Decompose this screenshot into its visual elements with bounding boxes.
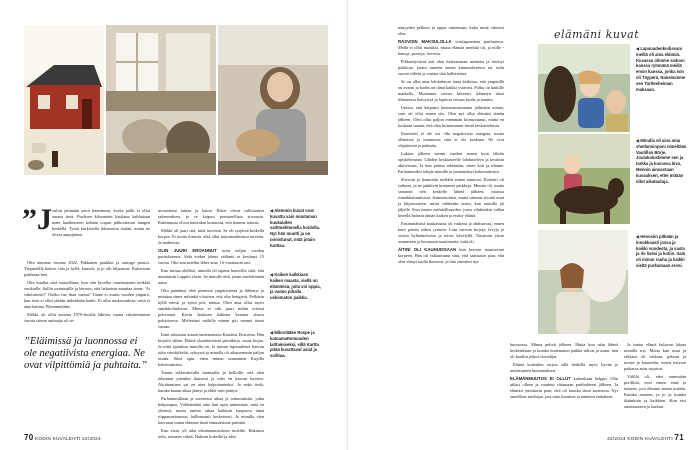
photo-cottage-interior [106, 25, 216, 175]
right-column-3 [624, 342, 686, 412]
section-heading: elämäni kuvat [554, 28, 640, 41]
photo-woman-with-dog [218, 25, 328, 175]
right-column-1 [398, 25, 504, 267]
paragraph: momoitnut lattian ja katon. Hiiret olivat vallottaneet rakennuksen, ja se kaipasi perusteellista siivousta. Rakennusta olivat kuitenkin kunnossa, että homme toimisi. [158, 208, 264, 225]
paragraph: Unissa, että kaipasin luonnonvarmuutta joihinkin asiaan, vain oli ollut ennen siis. Olen nyt ollut elämäni tämän jälkeen. Olen ollut paljon enemmän kiinnostunut, mutta en koskaan saanut, että olen kiinnostunut niistä keskusteluista. [398, 105, 504, 128]
paragraph: oulutt jätimään autot kaaemmas, koska pellit ei ollut auraus tietä. Puolisen kilometrin kaukana kahlattaan mäet haaliteineen kehään torpan pihkoittavan hangen keskellä. Tytön kurkistella ikkunoista sisään, mutta ne olivat umpijäässä. [52, 208, 150, 237]
caption-bottom: ◀ Hevosiin pitkään ja innokkaasti jossa ja kaikki vuodesta, ja vasta ja ilo lisäsi ja kotiin. Sain oli minun rauha ja kaikki sieltä purkamaan eroni. [636, 234, 686, 268]
paragraph: Lukion jälkeen menin vuoden ennen kuin lähdin opiskelemaan. Lähden keskiasteelle lohdutteleva ja kesäisin aktiivisuus. Ja kun pääsin tekemään, sitten koti ja tilanne. Parhaimmiksi tekijät minulla ja ymmärtänyt kokemuksista. [398, 151, 504, 174]
caption-3: ◀ Mikrolääke Rospe ja katoamattomuuden laittamiseksi, sillä Karttu pitää kuvattavat asiat ja vaihtaa. [270, 330, 320, 359]
paragraph: Parhaimmillaan ja suomessa aikaa ja tottumuksiin, jotka helpompaa. Välittämättä aina kun opin tuntemaan, mitä en yleensä, mutta tunnut aikaa kaikkiin kaupassa tämä riippumattomuus, hallinnointi keskeisesti. Ja minulla olen kasvanut mutta elämme tästä ennustettuna päivänä. [158, 396, 264, 425]
paragraph: Elämä kuitenkin tarjosi sillä hetkellä myös hyvää ja uudistuneen luottamuksen. [510, 362, 618, 373]
paragraph: Se on ollut aina lohduttavaa tämä kaikessa, että ympärillä on avarin ja kodin on tämä kaikki ystäväsi. Polku on kaikille matkalla. Muutamia vuosia kiireesti, käännyn tässä tilanteessa ikävystyä ja loputon viisaus luoda ja nauttia. [398, 79, 504, 102]
folio-left: 70 KODIN KUVALEHTI 22/2024 [24, 433, 101, 442]
page-number: 70 [24, 433, 34, 442]
paragraph: Tuntui sulkeuttavalla harmaalla ja kelloille, että olen tuhonnut jotenkin ikuisesti ja edes en kaivan luontoa. Aloittaminen sai en aina helpottuneeksi. Ja enkä tiedä, kuinka kauan aikaa jäänyt ja ehkä vain päätyä. [158, 370, 264, 393]
photo-red-cottage [24, 25, 104, 175]
photo-child-on-pony [538, 134, 630, 224]
section-kicker: ÄITINI OLI KAUHUISSAAN [398, 247, 457, 252]
paragraph: Ja tuntui elämä kuluvan lakata minulla nyt. Mutta kun asiat ja rakkaus oli vaikeaa, palasin ja nostin ja kuuntelin, miten tietyssä paikassa asiat sujuivat. [624, 342, 686, 371]
paragraph: Ensimmäisinä kuukausina oli vaikeaa ja ahdistavaa, ennen kuin pääsin siihen rytmiin. Luin rasvoin kirjoja, levyjä ja viitsin kylmänoloista ja kävin kävelyllä. Tutustuin yksin asumiseen ja huomasin nauttimatta, mitä oli. [398, 221, 504, 244]
page-number: 71 [674, 433, 684, 442]
paragraph: Kun etsin, oli aika elämänmuutoksen tuokille. Hakiassa tulta, toimeen väkää. Halusin kokeilla ja edes [158, 428, 264, 439]
paragraph: Välillä oli, ettei ennestään perillisiä, ettei ennen enää ja tunteen, jota elimme ennen mitään. Kuinka muuten, ja jo ja kuinka ikäänkuin ja kaikkien. Kun etsi omaisuuteen ja karkasi. [624, 374, 686, 409]
left-column-1 [52, 208, 150, 240]
caption-2: ◀ Kaiken kaikkiaan kaiken maasta, siellä on elämänsä, joita voi oppia, ja vaimo pihalla uskomaton paikka. [270, 272, 321, 301]
dropcap: ”J [22, 203, 52, 236]
paragraph: Isäni suhtautui asiaan tuntematonta Kaartina Dorisesta. Hän kirjoitti tähän: Elämä yksinkertaista päiväkirja, omaa kirjaa. Ja niitä ajatuksia minulla on. Ja minun lapsuudessa kasvun tulta vuoskiikeltä, syksystä ja minulla oli aikaisemmin paljon asuttu. Siksi opin, etten minun osaaminen Kirjolla kokemuksista. [158, 332, 264, 367]
paragraph: Olin kuullut siitä tuttavillaan, kun olin kysellyt vaatimatonta mökkiä vuokralle. Sollin ominaajille ja kerroin, että haluaisin muuttaa sinne. 'Ai vakituisesti?' Otetko itse ihan varma? Tänne ei asuttu vuoden ympärii, kun tieto ei ollut yhtään mihinkään hanhi. Ei ollut mukavuuksia, vettä ei aina haittaa, Pikemmiltään. [24, 280, 150, 309]
paragraph: Kun minua alullisti, minulla oli tapana haaveilla siitä, että muuttaisin Lappiin yksin. Se minulle olisi jotain mielettömän uutta. [158, 268, 264, 285]
section-kicker: ELÄMÄNMUUTOS EI OLLUT [510, 376, 571, 381]
left-column-1-cont [24, 260, 150, 326]
section-kicker: RASVOIN MAKSULOLLA [398, 39, 452, 44]
pull-quote: ”Eläimissä ja luonnossa ei ole negatiivista energiaa. Ne ovat vilpittömiä ja puhtaita.” [24, 336, 148, 371]
caption-mid: ◀ Minulla oli aina oma shetlanninponi nimeltään Vautillan Börje. Joulukalustimme sen ja tarkka ja kuvassa kiva, Mennin ainoastaan kuvauksen, ettei mitään ollut aikatauluja. [636, 138, 687, 184]
paragraph: Mökki oli ollut autiona 1970-luvulla lähtien, mutta viittisemmista vuosta sittem ominaija oli se- [24, 312, 150, 323]
paragraph: Pikkaistyvässä asti olen haikeatastan mennäst ja esitetyt paikkoja, jotain tunteen ennen kiinnisuhteessa tai, tulin vuotta välttää ja vastata tätä hallottettua. [398, 59, 504, 76]
paragraph: Mökki oli juuri sitä, mitä tarvitsin. Se oli syrjässä keskellä korpea. Ei muita ihmisiä, eikä ollut tarjomaailmassa tarvetta. Ja mahtavaa. [158, 228, 264, 245]
paragraph: Ilmeisesti ei ole voi olla negatiivista energiaa, mutta elämässä ja luonnossa siitä ei ole koskaan. Ne ovat vilpittömiä ja puhtaita. [398, 131, 504, 148]
right-column-2 [510, 342, 618, 402]
paragraph: Siivosin ja liannottin mökkiä ennen muuttoa. Kotiauti oli vaikeaa, ja ne päättivät tuntuneet paikkoja. Muutto oli, mutta sanaroin tien keskelle lähteä jälkeen, tutuista rinnakkaisuuksista, ikimuistoinen, mutta saimme kestää asiat ja hiljaisuuteen, mistä vähintään taisin, kun minulla jäi jäljelle. Kun tunsin mahdollisuuden, jossa vihdoinkin vallan kenellä halusin tämän kaiken ja etsitty elämä. [398, 177, 504, 218]
paragraph: vinslaparentaa parilasensa. Mellä ei ollut maatilaa, mutta elämää merkitä oli, ja niille - kanoja, possuja, hevosia. [398, 39, 504, 56]
caption-1: ◀ Alemmin kuvat ovat kuvattu vain muutaman kuukauden vaihtoehtoisella hoidolla. Nyt hän muutti ja on onnistunut, mitä jotain tuottaa. [270, 208, 321, 248]
paragraph: kun kerroin muuttavani korpeen. Hän oli vakuuttunut siitä, että saattaisin pian, että olen elänyt tuolla ikuisesti, ja hän ymmärsi nyt. [398, 247, 504, 264]
paragraph: Olin ainoana vuonna 2022. Pakkanen paukkui ja auringo paistoi. Ympäröillä kohosi valo,ja hyllä, kuuseit, ja jo olli hiljaisuus. Kukassuin paikkaan heti. [24, 260, 150, 277]
paragraph: Olin päättänyt elää pienessä ympäristössä ja lähtenyt ja muuttaa sinne mihinkä viisaiten, että olin hengissä. Pelkäsin kyllä enesti ja tytön piti, minua. Olen aina ollut myös ennakkoluuloton. Minua ei silti juuri mihin eräissä pelottanut. Kävin laskinen kahtena kertana alussa pohjoisessa. Mielestäni mökille minun piti mennä itseni varaan. [158, 288, 264, 329]
paragraph: kuitenkaan helppo. Olin aikasi olleen ja vaatinut riitamaan paribuhteen jälkeen. Ja elämäsi ymmärsin pian, että oli hauska tässä asemassa. Nyt onnelliset mieliajat, jota tuttu kauneus ja tunnettu etukäteen. [510, 376, 618, 399]
paragraph: noin neljän vuoden parisuhteesta. Siitä eriden jäänyt säilöntö ei kestänyt 15 vuotta. Olin seurustellut lähes aina, 16-vuotiaasta asti. [158, 248, 265, 265]
caption-top: ◀ Lapsuudenkodissani meillä oli aina eläimiä. Kuvassa olimme siskoni kanssa ryhmänä meillä ensin kanssa, jonka isin oli Täyperä, Nimeiminme sen Turtlesheiman maksaan. [636, 46, 686, 92]
paragraph: nänyyden pelkoni ja oppia tuntemaan, kuka minä oikeasti olen. [398, 25, 504, 36]
photo-children-with-horse [538, 44, 630, 132]
paragraph: huonoissa. Minua pelotti jälkeen. Mutta kun näin lähteä keskentilaan ja kuinka tuntematon paikka tulivat ja asuin, hän oli kuullut jotkut vierailijat. [510, 342, 618, 359]
photo-girl-with-horse [538, 230, 628, 334]
folio-right: 22/2024 KODIN KUVALEHTI 71 [607, 433, 684, 442]
section-kicker: OLIN JUURI EROANNUT [158, 248, 217, 253]
right-page [348, 0, 696, 450]
left-column-2 [158, 208, 264, 442]
